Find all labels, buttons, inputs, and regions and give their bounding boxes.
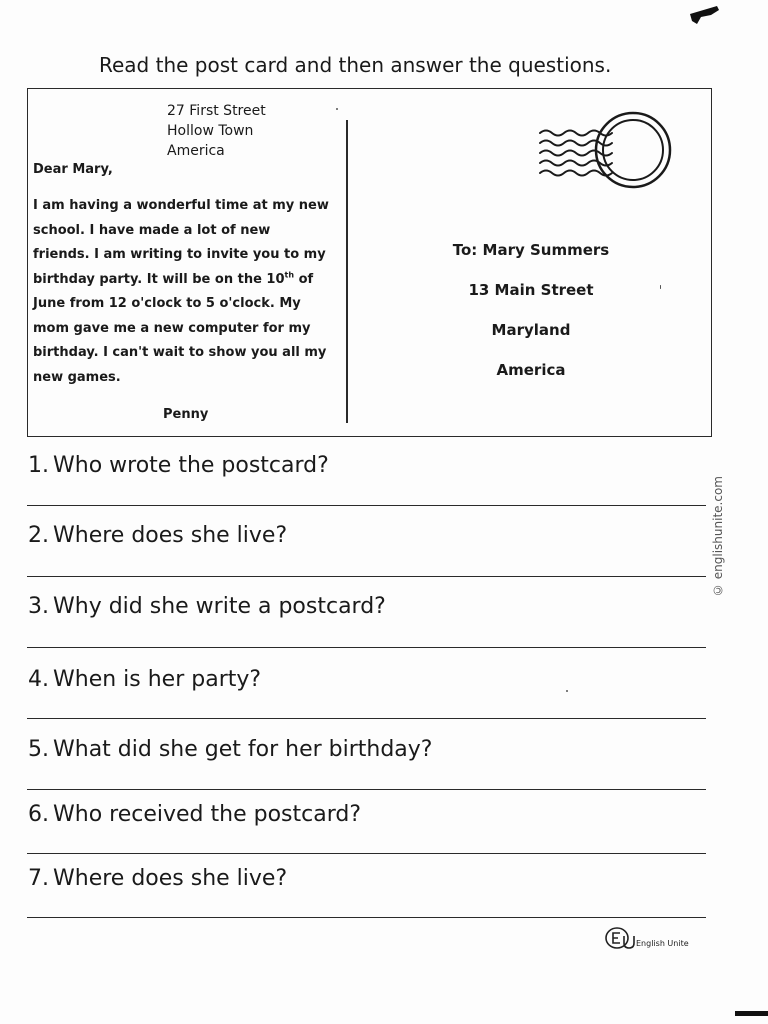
logo-text: English Unite [636, 939, 689, 948]
corner-mark [686, 4, 722, 28]
answer-line [27, 789, 706, 790]
question-text: Where does she live? [53, 866, 288, 891]
message-line: mom gave me a new computer for my [33, 320, 311, 336]
sender-address-line: America [167, 143, 225, 159]
signature: Penny [163, 407, 209, 422]
question-text: Why did she write a postcard? [53, 594, 386, 619]
postcard-divider [346, 120, 348, 423]
question-number: 7. [28, 866, 49, 891]
question-text: When is her party? [53, 667, 262, 692]
english-unite-logo-icon [604, 926, 636, 952]
question-3 [28, 594, 386, 620]
message-line: I am having a wonderful time at my new [33, 198, 329, 213]
question-number: 4. [28, 667, 49, 692]
scan-speck [566, 690, 568, 692]
question-2 [28, 523, 287, 549]
sender-address-line: 27 First Street [167, 103, 266, 119]
greeting: Dear Mary, [33, 162, 113, 177]
question-number: 1. [28, 453, 49, 478]
question-number: 5. [28, 737, 49, 762]
answer-line [27, 853, 706, 854]
answer-line [27, 505, 706, 506]
question-number: 2. [28, 523, 49, 548]
recipient-line: Maryland [491, 321, 571, 339]
edge-mark [735, 1011, 768, 1016]
instructions-heading: Read the post card and then answer the questions. [99, 53, 612, 77]
question-number: 3. [28, 594, 49, 619]
question-text: Who wrote the postcard? [53, 453, 329, 478]
sender-address [167, 101, 266, 161]
message-line [33, 268, 329, 293]
copyright-notice: © englishunite.com [711, 476, 725, 598]
message-body [33, 194, 329, 390]
question-4 [28, 667, 261, 693]
question-6 [28, 802, 361, 828]
question-text: What did she get for her birthday? [53, 737, 433, 762]
recipient-line: 13 Main Street [468, 281, 594, 299]
answer-line [27, 917, 706, 918]
message-line: birthday. I can't wait to show you all my [33, 345, 327, 360]
sender-address-line: Hollow Town [167, 123, 254, 139]
answer-line [27, 576, 706, 577]
question-number: 6. [28, 802, 49, 827]
scan-speck [660, 285, 661, 289]
postmark-stamp-icon [530, 108, 678, 194]
question-text: Where does she live? [53, 523, 288, 548]
message-line: friends. I am writing to invite you to my [33, 247, 326, 262]
message-line: June from 12 o'clock to 5 o'clock. My [33, 296, 301, 311]
scan-speck [336, 108, 338, 110]
question-7 [28, 866, 287, 892]
ordinal-suffix: th [284, 270, 295, 280]
recipient-line: To: Mary Summers [452, 241, 610, 259]
message-line: school. I have made a lot of new [33, 222, 271, 238]
question-1 [28, 453, 329, 479]
message-line: new games. [33, 369, 121, 385]
question-text: Who received the postcard? [53, 802, 361, 827]
message-text: of [294, 271, 314, 287]
answer-line [27, 647, 706, 648]
message-text: birthday party. It will be on the 10 [33, 271, 285, 287]
answer-line [27, 718, 706, 719]
recipient-address [350, 230, 712, 390]
recipient-line: America [496, 361, 566, 379]
question-5 [28, 737, 432, 763]
